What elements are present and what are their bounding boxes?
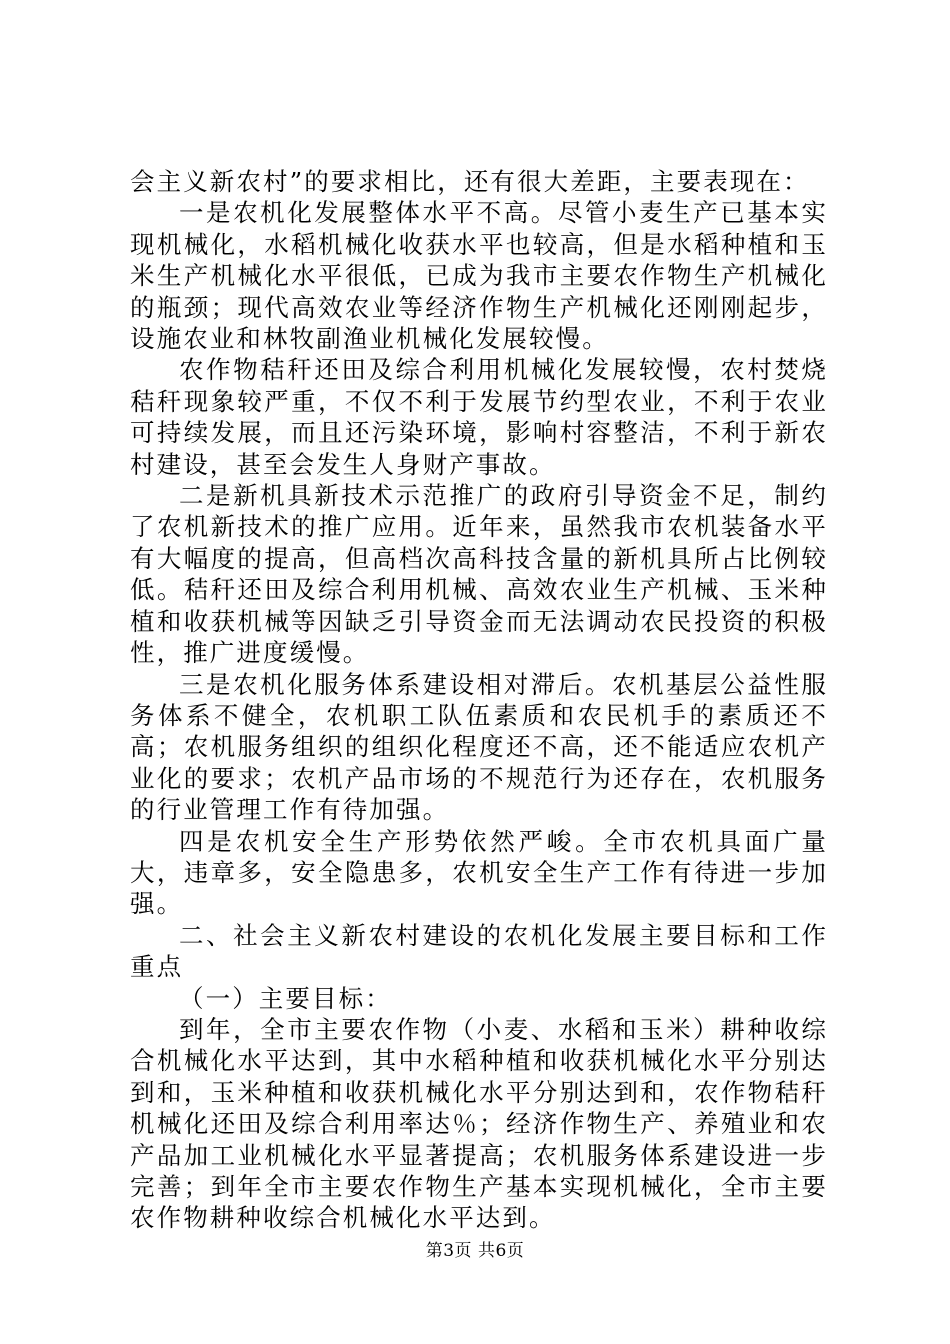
paragraph-point-three: 三是农机化服务体系建设相对滞后。农机基层公益性服务体系不健全，农机职工队伍素质和农民机手的素质还不高；农机服务组织的组织化程度还不高，还不能适应农机产业化的要求；农机产品市场的不规范行为还存在，农机服务的行业管理工作有待加强。 xyxy=(130,669,828,825)
paragraph-point-one: 一是农机化发展整体水平不高。尽管小麦生产已基本实现机械化，水稻机械化收获水平也较高，但是水稻种植和玉米生产机械化水平很低，已成为我市主要农作物生产机械化的瓶颈；现代高效农业等经济作物生产机械化还刚刚起步，设施农业和林牧副渔业机械化发展较慢。 xyxy=(130,198,828,354)
section-heading: 二、社会主义新农村建设的农机化发展主要目标和工作重点 xyxy=(130,920,828,982)
paragraph-targets: 到年，全市主要农作物（小麦、水稻和玉米）耕种收综合机械化水平达到，其中水稻种植和收获机械化水平分别达到和，玉米种植和收获机械化水平分别达到和，农作物秸秆机械化还田及综合利用率达％；经济作物生产、养殖业和农产品加工业机械化水平显著提高；农机服务体系建设进一步完善；到年全市主要农作物生产基本实现机械化，全市主要农作物耕种收综合机械化水平达到。 xyxy=(130,1014,828,1233)
paragraph-straw: 农作物秸秆还田及综合利用机械化发展较慢，农村焚烧秸秆现象较严重，不仅不利于发展节约型农业，不利于农业可持续发展，而且还污染环境，影响村容整洁，不利于新农村建设，甚至会发生人身财产事故。 xyxy=(130,355,828,479)
paragraph-point-four: 四是农机安全生产形势依然严峻。全市农机具面广量大，违章多，安全隐患多，农机安全生产工作有待进一步加强。 xyxy=(130,826,828,919)
subsection-heading: （一）主要目标： xyxy=(179,983,392,1013)
paragraph-point-two: 二是新机具新技术示范推广的政府引导资金不足，制约了农机新技术的推广应用。近年来，虽然我市农机装备水平有大幅度的提高，但高档次高科技含量的新机具所占比例较低。秸秆还田及综合利用机械、高效农业生产机械、玉米种植和收获机械等因缺乏引导资金而无法调动农民投资的积极性，推广进度缓慢。 xyxy=(130,481,828,668)
document-body xyxy=(130,166,828,1234)
paragraph-continuation: 会主义新农村”的要求相比，还有很大差距，主要表现在： xyxy=(130,167,810,196)
page-footer: 第3页 共6页 xyxy=(425,1241,525,1261)
